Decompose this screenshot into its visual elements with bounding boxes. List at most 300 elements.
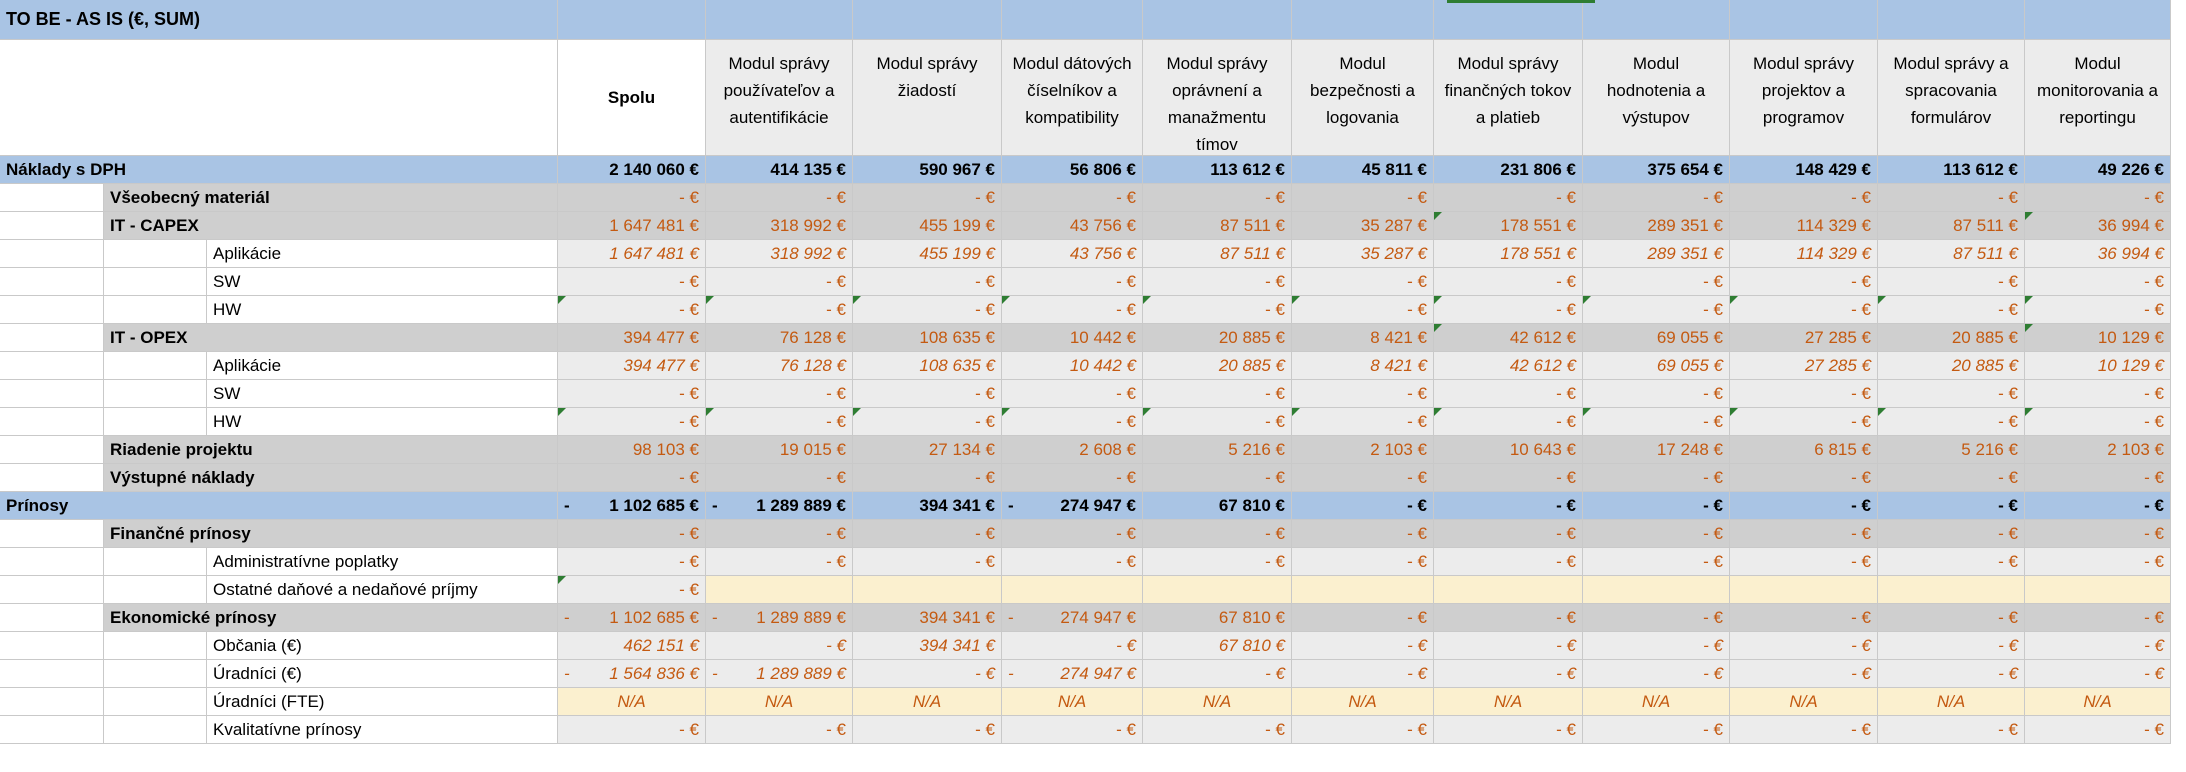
value-cell[interactable]: [1143, 156, 1292, 184]
value-cell[interactable]: [2025, 240, 2171, 268]
value-cell[interactable]: [1434, 548, 1583, 576]
column-header[interactable]: Modul správy a spracovania formulárov: [1878, 40, 2025, 156]
column-header[interactable]: Modul dátových číselníkov a kompatibility: [1002, 40, 1143, 156]
value-cell[interactable]: [853, 212, 1002, 240]
value-cell[interactable]: [1730, 408, 1878, 436]
value-cell[interactable]: [1143, 576, 1292, 604]
value-cell[interactable]: [1143, 548, 1292, 576]
row-label[interactable]: Aplikácie: [207, 352, 558, 380]
value-cell[interactable]: [1143, 660, 1292, 688]
value-cell[interactable]: [706, 492, 853, 520]
row-label[interactable]: Ostatné daňové a nedaňové príjmy: [207, 576, 558, 604]
value-cell[interactable]: [1730, 268, 1878, 296]
value-cell[interactable]: [1434, 184, 1583, 212]
row-label[interactable]: IT - CAPEX: [104, 212, 558, 240]
value-cell[interactable]: [706, 688, 853, 716]
value-cell[interactable]: [1434, 716, 1583, 744]
title-row-cell[interactable]: [1434, 0, 1583, 40]
row-label[interactable]: IT - OPEX: [104, 324, 558, 352]
row-label[interactable]: Všeobecný materiál: [104, 184, 558, 212]
row-label[interactable]: HW: [207, 408, 558, 436]
value-cell[interactable]: [853, 520, 1002, 548]
value-cell[interactable]: [1292, 716, 1434, 744]
indent-cell[interactable]: [0, 184, 104, 212]
value-cell[interactable]: [1292, 688, 1434, 716]
value-cell[interactable]: [1434, 240, 1583, 268]
value-cell[interactable]: [1878, 268, 2025, 296]
value-cell[interactable]: [1002, 716, 1143, 744]
value-cell[interactable]: [1002, 632, 1143, 660]
value-cell[interactable]: [1143, 520, 1292, 548]
value-cell[interactable]: [558, 660, 706, 688]
value-cell[interactable]: [558, 548, 706, 576]
column-header[interactable]: Modul hodnotenia a výstupov: [1583, 40, 1730, 156]
indent-cell[interactable]: [0, 240, 104, 268]
value-cell[interactable]: [2025, 184, 2171, 212]
value-cell[interactable]: [1434, 520, 1583, 548]
indent-cell[interactable]: [104, 688, 207, 716]
value-cell[interactable]: [1878, 604, 2025, 632]
value-cell[interactable]: [558, 268, 706, 296]
value-cell[interactable]: [1583, 464, 1730, 492]
value-cell[interactable]: [1292, 576, 1434, 604]
value-cell[interactable]: [1002, 184, 1143, 212]
value-cell[interactable]: [1292, 240, 1434, 268]
value-cell[interactable]: [1002, 492, 1143, 520]
value-cell[interactable]: [558, 184, 706, 212]
value-cell[interactable]: [706, 464, 853, 492]
value-cell[interactable]: [853, 380, 1002, 408]
value-cell[interactable]: [706, 604, 853, 632]
value-cell[interactable]: [1434, 660, 1583, 688]
indent-cell[interactable]: [0, 268, 104, 296]
value-cell[interactable]: [1292, 408, 1434, 436]
value-cell[interactable]: [1730, 716, 1878, 744]
row-label[interactable]: SW: [207, 268, 558, 296]
value-cell[interactable]: [2025, 464, 2171, 492]
value-cell[interactable]: [1002, 352, 1143, 380]
value-cell[interactable]: [2025, 576, 2171, 604]
value-cell[interactable]: [2025, 268, 2171, 296]
value-cell[interactable]: [1878, 240, 2025, 268]
indent-cell[interactable]: [104, 716, 207, 744]
column-header[interactable]: Modul správy používateľov a autentifikácie: [706, 40, 853, 156]
value-cell[interactable]: [1292, 464, 1434, 492]
value-cell[interactable]: [853, 576, 1002, 604]
value-cell[interactable]: [1002, 212, 1143, 240]
value-cell[interactable]: [2025, 296, 2171, 324]
value-cell[interactable]: [2025, 716, 2171, 744]
row-label[interactable]: Výstupné náklady: [104, 464, 558, 492]
value-cell[interactable]: [1292, 156, 1434, 184]
value-cell[interactable]: [558, 604, 706, 632]
value-cell[interactable]: [2025, 688, 2171, 716]
value-cell[interactable]: [1002, 576, 1143, 604]
value-cell[interactable]: [1434, 156, 1583, 184]
value-cell[interactable]: [1730, 240, 1878, 268]
indent-cell[interactable]: [104, 660, 207, 688]
value-cell[interactable]: [706, 184, 853, 212]
value-cell[interactable]: [1434, 464, 1583, 492]
value-cell[interactable]: [1434, 576, 1583, 604]
title-row-cell[interactable]: [558, 0, 706, 40]
value-cell[interactable]: [558, 352, 706, 380]
value-cell[interactable]: [1878, 324, 2025, 352]
value-cell[interactable]: [1730, 632, 1878, 660]
value-cell[interactable]: [1583, 660, 1730, 688]
header-label-cell[interactable]: [0, 40, 558, 156]
value-cell[interactable]: [1583, 268, 1730, 296]
value-cell[interactable]: [1583, 688, 1730, 716]
value-cell[interactable]: [706, 548, 853, 576]
value-cell[interactable]: [1878, 464, 2025, 492]
value-cell[interactable]: [1143, 436, 1292, 464]
value-cell[interactable]: [1143, 240, 1292, 268]
value-cell[interactable]: [1878, 716, 2025, 744]
value-cell[interactable]: [853, 688, 1002, 716]
value-cell[interactable]: [1434, 268, 1583, 296]
row-label[interactable]: Aplikácie: [207, 240, 558, 268]
value-cell[interactable]: [853, 324, 1002, 352]
indent-cell[interactable]: [0, 212, 104, 240]
value-cell[interactable]: [1002, 156, 1143, 184]
title-row-cell[interactable]: [1878, 0, 2025, 40]
title-row-cell[interactable]: [1143, 0, 1292, 40]
value-cell[interactable]: [1730, 380, 1878, 408]
value-cell[interactable]: [1730, 548, 1878, 576]
value-cell[interactable]: [1583, 492, 1730, 520]
row-label[interactable]: Občania (€): [207, 632, 558, 660]
row-label[interactable]: Náklady s DPH: [0, 156, 558, 184]
value-cell[interactable]: [1878, 380, 2025, 408]
value-cell[interactable]: [2025, 604, 2171, 632]
value-cell[interactable]: [1143, 688, 1292, 716]
row-label[interactable]: Prínosy: [0, 492, 558, 520]
value-cell[interactable]: [558, 492, 706, 520]
value-cell[interactable]: [853, 548, 1002, 576]
value-cell[interactable]: [1292, 660, 1434, 688]
value-cell[interactable]: [2025, 408, 2171, 436]
value-cell[interactable]: [558, 380, 706, 408]
indent-cell[interactable]: [104, 268, 207, 296]
value-cell[interactable]: [1583, 156, 1730, 184]
indent-cell[interactable]: [0, 660, 104, 688]
value-cell[interactable]: [558, 240, 706, 268]
indent-cell[interactable]: [0, 576, 104, 604]
value-cell[interactable]: [706, 632, 853, 660]
value-cell[interactable]: [1143, 716, 1292, 744]
row-label[interactable]: Kvalitatívne prínosy: [207, 716, 558, 744]
value-cell[interactable]: [1002, 380, 1143, 408]
value-cell[interactable]: [1143, 212, 1292, 240]
value-cell[interactable]: [1878, 520, 2025, 548]
value-cell[interactable]: [1143, 492, 1292, 520]
value-cell[interactable]: [1002, 324, 1143, 352]
value-cell[interactable]: [2025, 492, 2171, 520]
row-label[interactable]: Finančné prínosy: [104, 520, 558, 548]
value-cell[interactable]: [1002, 520, 1143, 548]
value-cell[interactable]: [1002, 268, 1143, 296]
value-cell[interactable]: [706, 716, 853, 744]
value-cell[interactable]: [706, 240, 853, 268]
value-cell[interactable]: [1878, 352, 2025, 380]
value-cell[interactable]: [1292, 548, 1434, 576]
value-cell[interactable]: [1878, 212, 2025, 240]
value-cell[interactable]: [1002, 240, 1143, 268]
value-cell[interactable]: [1292, 380, 1434, 408]
value-cell[interactable]: [853, 660, 1002, 688]
value-cell[interactable]: [1292, 184, 1434, 212]
value-cell[interactable]: [558, 688, 706, 716]
value-cell[interactable]: [558, 324, 706, 352]
value-cell[interactable]: [558, 408, 706, 436]
value-cell[interactable]: [706, 520, 853, 548]
value-cell[interactable]: [1002, 604, 1143, 632]
value-cell[interactable]: [1002, 296, 1143, 324]
value-cell[interactable]: [706, 268, 853, 296]
value-cell[interactable]: [1878, 184, 2025, 212]
value-cell[interactable]: [1434, 352, 1583, 380]
value-cell[interactable]: [1583, 408, 1730, 436]
value-cell[interactable]: [558, 520, 706, 548]
column-header[interactable]: Modul správy finančných tokov a platieb: [1434, 40, 1583, 156]
value-cell[interactable]: [1730, 184, 1878, 212]
value-cell[interactable]: [1730, 436, 1878, 464]
value-cell[interactable]: [706, 156, 853, 184]
value-cell[interactable]: [1730, 324, 1878, 352]
value-cell[interactable]: [2025, 520, 2171, 548]
indent-cell[interactable]: [0, 604, 104, 632]
indent-cell[interactable]: [104, 408, 207, 436]
value-cell[interactable]: [1434, 688, 1583, 716]
value-cell[interactable]: [1730, 296, 1878, 324]
value-cell[interactable]: [853, 492, 1002, 520]
value-cell[interactable]: [1002, 548, 1143, 576]
value-cell[interactable]: [1143, 296, 1292, 324]
value-cell[interactable]: [558, 156, 706, 184]
indent-cell[interactable]: [0, 380, 104, 408]
value-cell[interactable]: [1434, 324, 1583, 352]
value-cell[interactable]: [706, 296, 853, 324]
value-cell[interactable]: [558, 716, 706, 744]
value-cell[interactable]: [558, 632, 706, 660]
value-cell[interactable]: [558, 212, 706, 240]
indent-cell[interactable]: [0, 716, 104, 744]
value-cell[interactable]: [706, 352, 853, 380]
value-cell[interactable]: [2025, 212, 2171, 240]
value-cell[interactable]: [1292, 632, 1434, 660]
value-cell[interactable]: [1292, 212, 1434, 240]
indent-cell[interactable]: [104, 380, 207, 408]
value-cell[interactable]: [1878, 436, 2025, 464]
row-label[interactable]: Úradníci (€): [207, 660, 558, 688]
value-cell[interactable]: [1583, 548, 1730, 576]
column-header[interactable]: Modul správy oprávnení a manažmentu tímov: [1143, 40, 1292, 156]
value-cell[interactable]: [853, 716, 1002, 744]
value-cell[interactable]: [706, 324, 853, 352]
indent-cell[interactable]: [104, 296, 207, 324]
value-cell[interactable]: [1730, 156, 1878, 184]
indent-cell[interactable]: [0, 688, 104, 716]
value-cell[interactable]: [1292, 436, 1434, 464]
value-cell[interactable]: [1583, 520, 1730, 548]
value-cell[interactable]: [1583, 212, 1730, 240]
value-cell[interactable]: [1292, 604, 1434, 632]
value-cell[interactable]: [706, 576, 853, 604]
row-label[interactable]: Administratívne poplatky: [207, 548, 558, 576]
value-cell[interactable]: [1002, 436, 1143, 464]
value-cell[interactable]: [853, 408, 1002, 436]
column-header[interactable]: Modul monitorovania a reportingu: [2025, 40, 2171, 156]
value-cell[interactable]: [558, 576, 706, 604]
value-cell[interactable]: [1143, 604, 1292, 632]
value-cell[interactable]: [2025, 436, 2171, 464]
indent-cell[interactable]: [104, 576, 207, 604]
value-cell[interactable]: [1583, 716, 1730, 744]
title-row-cell[interactable]: [1002, 0, 1143, 40]
column-header[interactable]: Modul správy projektov a programov: [1730, 40, 1878, 156]
indent-cell[interactable]: [0, 464, 104, 492]
value-cell[interactable]: [1292, 268, 1434, 296]
indent-cell[interactable]: [104, 240, 207, 268]
sheet-title[interactable]: TO BE - AS IS (€, SUM): [0, 0, 558, 40]
row-label[interactable]: Riadenie projektu: [104, 436, 558, 464]
title-row-cell[interactable]: [853, 0, 1002, 40]
value-cell[interactable]: [1730, 464, 1878, 492]
value-cell[interactable]: [706, 660, 853, 688]
row-label[interactable]: HW: [207, 296, 558, 324]
value-cell[interactable]: [1434, 380, 1583, 408]
value-cell[interactable]: [706, 380, 853, 408]
value-cell[interactable]: [1583, 184, 1730, 212]
value-cell[interactable]: [853, 296, 1002, 324]
value-cell[interactable]: [853, 604, 1002, 632]
value-cell[interactable]: [853, 156, 1002, 184]
value-cell[interactable]: [1730, 352, 1878, 380]
indent-cell[interactable]: [0, 296, 104, 324]
value-cell[interactable]: [1292, 492, 1434, 520]
value-cell[interactable]: [1583, 436, 1730, 464]
value-cell[interactable]: [2025, 660, 2171, 688]
value-cell[interactable]: [1292, 520, 1434, 548]
value-cell[interactable]: [1143, 632, 1292, 660]
value-cell[interactable]: [1434, 436, 1583, 464]
row-label[interactable]: Ekonomické prínosy: [104, 604, 558, 632]
value-cell[interactable]: [2025, 352, 2171, 380]
value-cell[interactable]: [1002, 408, 1143, 436]
value-cell[interactable]: [2025, 324, 2171, 352]
value-cell[interactable]: [2025, 380, 2171, 408]
value-cell[interactable]: [706, 408, 853, 436]
indent-cell[interactable]: [104, 548, 207, 576]
title-row-cell[interactable]: [1730, 0, 1878, 40]
value-cell[interactable]: [1878, 632, 2025, 660]
value-cell[interactable]: [1730, 492, 1878, 520]
value-cell[interactable]: [1583, 240, 1730, 268]
value-cell[interactable]: [2025, 156, 2171, 184]
value-cell[interactable]: [853, 464, 1002, 492]
value-cell[interactable]: [1878, 576, 2025, 604]
value-cell[interactable]: [1143, 352, 1292, 380]
row-label[interactable]: Úradníci (FTE): [207, 688, 558, 716]
indent-cell[interactable]: [0, 352, 104, 380]
value-cell[interactable]: [1878, 156, 2025, 184]
indent-cell[interactable]: [0, 520, 104, 548]
column-header[interactable]: Spolu: [558, 40, 706, 156]
value-cell[interactable]: [1878, 660, 2025, 688]
value-cell[interactable]: [2025, 548, 2171, 576]
value-cell[interactable]: [1434, 492, 1583, 520]
value-cell[interactable]: [1730, 520, 1878, 548]
value-cell[interactable]: [1002, 688, 1143, 716]
column-header[interactable]: Modul správy žiadostí: [853, 40, 1002, 156]
value-cell[interactable]: [1002, 660, 1143, 688]
value-cell[interactable]: [853, 632, 1002, 660]
value-cell[interactable]: [1143, 324, 1292, 352]
value-cell[interactable]: [1434, 296, 1583, 324]
indent-cell[interactable]: [104, 352, 207, 380]
indent-cell[interactable]: [104, 632, 207, 660]
value-cell[interactable]: [1143, 408, 1292, 436]
title-row-cell[interactable]: [1292, 0, 1434, 40]
column-header[interactable]: Modul bezpečnosti a logovania: [1292, 40, 1434, 156]
title-row-cell[interactable]: [1583, 0, 1730, 40]
value-cell[interactable]: [1292, 352, 1434, 380]
indent-cell[interactable]: [0, 436, 104, 464]
value-cell[interactable]: [853, 268, 1002, 296]
value-cell[interactable]: [1143, 380, 1292, 408]
value-cell[interactable]: [706, 212, 853, 240]
value-cell[interactable]: [1730, 688, 1878, 716]
value-cell[interactable]: [1878, 296, 2025, 324]
value-cell[interactable]: [1434, 212, 1583, 240]
value-cell[interactable]: [1730, 576, 1878, 604]
value-cell[interactable]: [1878, 408, 2025, 436]
value-cell[interactable]: [1143, 464, 1292, 492]
title-row-cell[interactable]: [2025, 0, 2171, 40]
value-cell[interactable]: [1292, 324, 1434, 352]
value-cell[interactable]: [1583, 296, 1730, 324]
value-cell[interactable]: [558, 436, 706, 464]
value-cell[interactable]: [853, 184, 1002, 212]
row-label[interactable]: SW: [207, 380, 558, 408]
indent-cell[interactable]: [0, 632, 104, 660]
indent-cell[interactable]: [0, 324, 104, 352]
value-cell[interactable]: [706, 436, 853, 464]
value-cell[interactable]: [1143, 184, 1292, 212]
value-cell[interactable]: [558, 296, 706, 324]
value-cell[interactable]: [1583, 352, 1730, 380]
value-cell[interactable]: [1143, 268, 1292, 296]
value-cell[interactable]: [1730, 604, 1878, 632]
value-cell[interactable]: [1583, 380, 1730, 408]
indent-cell[interactable]: [0, 408, 104, 436]
value-cell[interactable]: [1878, 548, 2025, 576]
title-row-cell[interactable]: [706, 0, 853, 40]
value-cell[interactable]: [1434, 604, 1583, 632]
value-cell[interactable]: [1878, 688, 2025, 716]
indent-cell[interactable]: [0, 548, 104, 576]
value-cell[interactable]: [1434, 632, 1583, 660]
value-cell[interactable]: [1583, 604, 1730, 632]
value-cell[interactable]: [1292, 296, 1434, 324]
value-cell[interactable]: [2025, 632, 2171, 660]
value-cell[interactable]: [1002, 464, 1143, 492]
value-cell[interactable]: [1878, 492, 2025, 520]
value-cell[interactable]: [1583, 324, 1730, 352]
value-cell[interactable]: [853, 240, 1002, 268]
value-cell[interactable]: [853, 436, 1002, 464]
